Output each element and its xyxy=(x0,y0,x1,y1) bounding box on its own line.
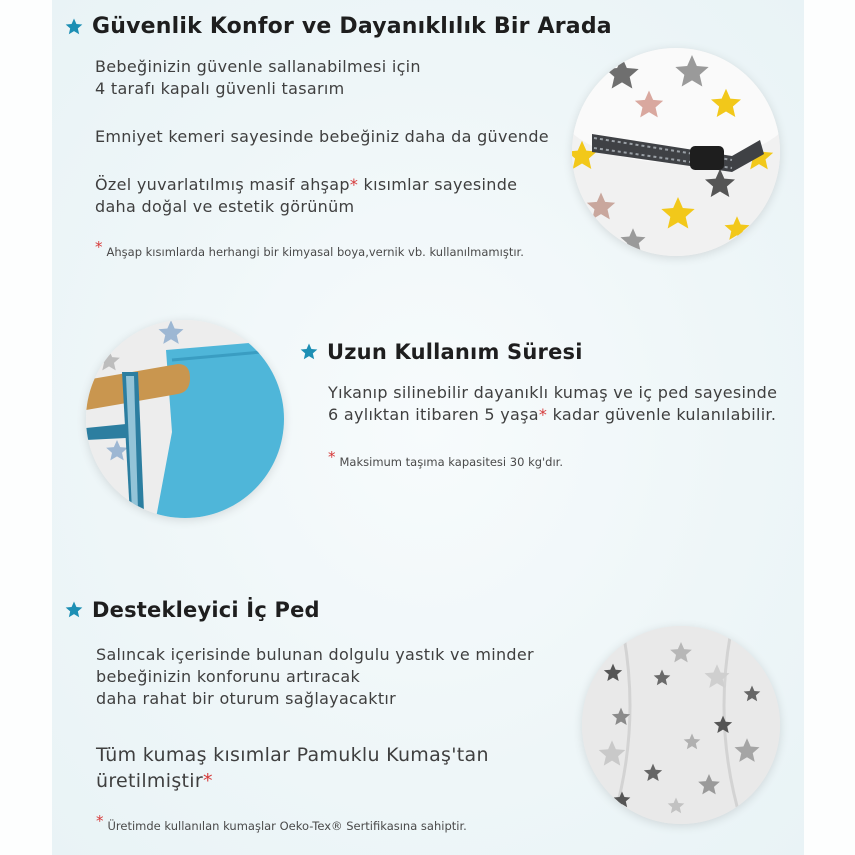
body-line-wood: Özel yuvarlatılmış masif ahşap* kısımlar sayesinde daha doğal ve estetik görünüm xyxy=(95,175,518,216)
star-icon xyxy=(64,600,84,620)
asterisk-mark: * xyxy=(538,405,548,424)
section-title: Güvenlik Konfor ve Dayanıklılık Bir Arada xyxy=(92,14,612,39)
footnote-wood: * Ahşap kısımlarda herhangi bir kimyasal boya,vernik vb. kullanılmamıştır. xyxy=(95,238,524,259)
asterisk-mark: * xyxy=(349,175,359,194)
section-title: Destekleyici İç Ped xyxy=(92,598,320,622)
asterisk-mark: * xyxy=(202,770,213,792)
star-icon xyxy=(64,17,84,37)
inner-pad-photo xyxy=(582,626,780,824)
star-icon xyxy=(299,342,319,362)
section-body-safety xyxy=(95,56,421,100)
body-line: Bebeğinizin güvenle sallanabilmesi için xyxy=(95,57,421,76)
seatbelt-photo xyxy=(572,48,780,256)
page-margin-left xyxy=(0,0,52,855)
body-line: 4 tarafı kapalı güvenli tasarım xyxy=(95,79,345,98)
page-margin-right xyxy=(804,0,855,855)
footnote-oekotex: * Üretimde kullanılan kumaşlar Oeko-Tex® Sertifikasına sahiptir. xyxy=(96,812,467,833)
section-heading-pad xyxy=(64,598,320,622)
footnote-capacity: * Maksimum taşıma kapasitesi 30 kg'dır. xyxy=(328,448,564,469)
section-body-duration: Yıkanıp silinebilir dayanıklı kumaş ve iç ped sayesinde 6 aylıktan itibaren 5 yaşa* kadar güvenle kulanılabilir. xyxy=(328,383,778,424)
section-body-pad: Salıncak içerisinde bulunan dolgulu yastık ve minder bebeğinizin konforunu artıracak daha rahat bir oturum sağlayacaktır xyxy=(96,645,534,708)
section-title: Uzun Kullanım Süresi xyxy=(327,340,583,364)
body-line-seatbelt: Emniyet kemeri sayesinde bebeğiniz daha da güvende xyxy=(95,127,549,146)
fabric-statement: Tüm kumaş kısımlar Pamuklu Kumaş'tan üretilmiştir* xyxy=(96,744,489,792)
section-heading-duration xyxy=(299,340,583,364)
strap-photo xyxy=(86,320,284,518)
section-heading-safety xyxy=(64,14,612,39)
